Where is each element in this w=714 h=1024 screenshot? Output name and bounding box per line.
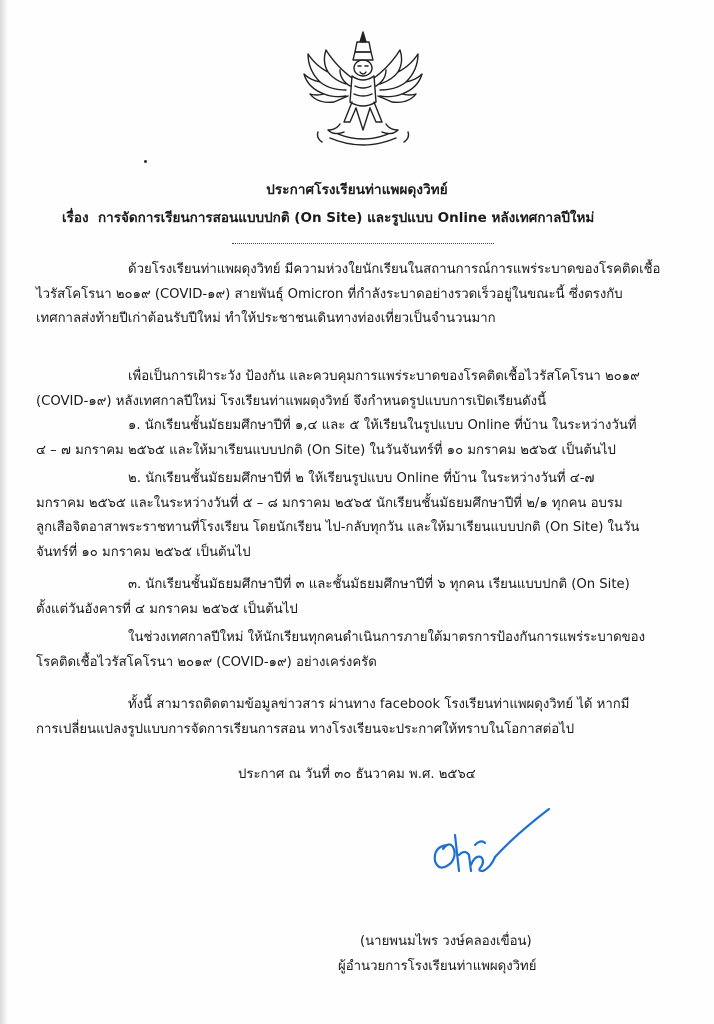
paragraph-measures — [36, 365, 704, 414]
paragraph-intro — [36, 258, 704, 332]
subject-prefix: เรื่อง — [62, 210, 89, 226]
paragraph-line: ไวรัสโคโรนา ๒๐๑๙ (COVID-๑๙) สายพันธุ์ Omicron ที่กำลังระบาดอย่างรวดเร็วอยู่ในขณะนี้ ซึ่งตรงกับ — [36, 286, 623, 302]
list-item-2 — [36, 467, 704, 565]
dotted-divider — [232, 243, 494, 244]
paragraph-line: (COVID-๑๙) หลังเทศกาลปีใหม่ โรงเรียนท่าแพผดุงวิทย์ จึงกำหนดรูปแบบการเปิดเรียนดังนี้ — [36, 393, 547, 409]
paragraph-line: เพื่อเป็นการเฝ้าระวัง ป้องกัน และควบคุมการแพร่ระบาดของโรคติดเชื้อไวรัสโคโรนา ๒๐๑๙ — [128, 369, 640, 384]
paragraph-line: ในช่วงเทศกาลปีใหม่ ให้นักเรียนทุกคนดำเนินการภายใต้มาตรการป้องกันการแพร่ระบาดของ — [128, 630, 646, 645]
paragraph-line: โรคติดเชื้อไวรัสโคโรนา ๒๐๑๙ (COVID-๑๙) อย่างเคร่งครัด — [36, 654, 377, 670]
announcement-title: ประกาศโรงเรียนท่าแพผดุงวิทย์ — [266, 182, 448, 198]
list-item-line: ลูกเสือจิตอาสาพระราชทานที่โรงเรียน โดยนักเรียน ไป-กลับทุกวัน และให้มาเรียนแบบปกติ (On Site) ในวัน — [36, 520, 640, 535]
list-item-line: ๑. นักเรียนชั้นมัธยมศึกษาปีที่ ๑,๔ และ ๕ ให้เรียนในรูปแบบ Online ที่บ้าน ในระหว่างวันที่ — [128, 418, 637, 433]
paragraph-followup — [36, 693, 704, 742]
subject-text: การจัดการเรียนการสอนแบบปกติ (On Site) และรูปแบบ Online หลังเทศกาลปีใหม่ — [97, 210, 595, 226]
page-edge-shadow — [0, 0, 8, 1024]
scan-speck — [144, 160, 147, 163]
paragraph-line: เทศกาลส่งท้ายปีเก่าต้อนรับปีใหม่ ทำให้ประชาชนเดินทางท่องเที่ยวเป็นจำนวนมาก — [36, 311, 496, 326]
signer-name: (นายพนมไพร วงษ์คลองเขื่อน) — [360, 934, 532, 949]
announcement-date: ประกาศ ณ วันที่ ๓๐ ธันวาคม พ.ศ. ๒๕๖๔ — [238, 767, 476, 782]
list-item-line: ตั้งแต่วันอังคารที่ ๔ มกราคม ๒๕๖๕ เป็นต้นไป — [36, 601, 298, 617]
paragraph-holiday — [36, 626, 704, 675]
list-item-line: ๔ – ๗ มกราคม ๒๕๖๕ และให้มาเรียนแบบปกติ (On Site) ในวันจันทร์ที่ ๑๐ มกราคม ๒๕๖๕ เป็นต้นไป — [36, 442, 616, 458]
garuda-emblem-icon — [300, 30, 426, 152]
paragraph-line: ทั้งนี้ สามารถติดตามข้อมูลข่าวสาร ผ่านทาง facebook โรงเรียนท่าแพผดุงวิทย์ ได้ หากมี — [128, 697, 630, 712]
list-item-line: จันทร์ที่ ๑๐ มกราคม ๒๕๖๕ เป็นต้นไป — [36, 544, 251, 560]
list-item-3 — [36, 573, 704, 622]
list-item-line: ๓. นักเรียนชั้นมัธยมศึกษาปีที่ ๓ และชั้นมัธยมศึกษาปีที่ ๖ ทุกคน เรียนแบบปกติ (On Site) — [128, 577, 630, 592]
paragraph-line: การเปลี่ยนแปลงรูปแบบการจัดการเรียนการสอน ทางโรงเรียนจะประกาศให้ทราบในโอกาสต่อไป — [36, 721, 575, 737]
list-item-line: มกราคม ๒๕๖๕ และในระหว่างวันที่ ๕ – ๘ มกราคม ๒๕๖๕ นักเรียนชั้นมัธยมศึกษาปีที่ ๒/๑ ทุกคน อบรม — [36, 495, 623, 511]
handwritten-signature — [425, 805, 555, 880]
announcement-subject — [62, 206, 702, 228]
list-item-line: ๒. นักเรียนชั้นมัธยมศึกษาปีที่ ๒ ให้เรียนรูปแบบ Online ที่บ้าน ในระหว่างวันที่ ๔-๗ — [128, 471, 595, 486]
list-item-1 — [36, 414, 704, 463]
signer-title: ผู้อำนวยการโรงเรียนท่าแพผดุงวิทย์ — [338, 959, 537, 974]
paragraph-line: ด้วยโรงเรียนท่าแพผดุงวิทย์ มีความห่วงใยนักเรียนในสถานการณ์การแพร่ระบาดของโรคติดเชื้อ — [128, 262, 661, 277]
